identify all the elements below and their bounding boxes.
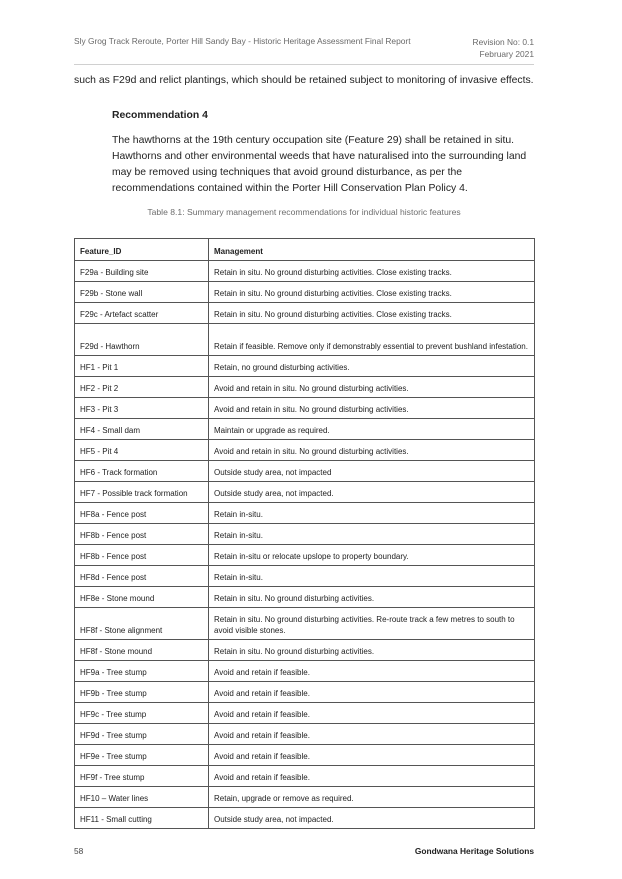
table-row xyxy=(75,356,535,377)
table-row xyxy=(75,640,535,661)
table-row xyxy=(75,482,535,503)
table-row xyxy=(75,324,535,356)
feature-id-cell: HF9f - Tree stump xyxy=(75,766,209,787)
management-cell: Retain in situ. No ground disturbing activities. Close existing tracks. xyxy=(209,261,535,282)
management-cell: Avoid and retain if feasible. xyxy=(209,724,535,745)
management-cell: Retain in situ. No ground disturbing activities. Close existing tracks. xyxy=(209,303,535,324)
management-cell: Avoid and retain if feasible. xyxy=(209,703,535,724)
management-cell: Avoid and retain in situ. No ground disturbing activities. xyxy=(209,398,535,419)
feature-id-cell: HF8a - Fence post xyxy=(75,503,209,524)
feature-id-cell: F29a - Building site xyxy=(75,261,209,282)
table-caption: Table 8.1: Summary management recommendations for individual historic features xyxy=(147,207,461,217)
management-cell: Retain if feasible. Remove only if demonstrably essential to prevent bushland infestation. xyxy=(209,324,535,356)
table-row xyxy=(75,524,535,545)
table-row xyxy=(75,566,535,587)
table-row xyxy=(75,661,535,682)
management-cell: Retain in situ. No ground disturbing activities. xyxy=(209,640,535,661)
feature-id-cell: HF9e - Tree stump xyxy=(75,745,209,766)
management-cell: Avoid and retain in situ. No ground disturbing activities. xyxy=(209,377,535,398)
management-cell: Outside study area, not impacted xyxy=(209,461,535,482)
table-row xyxy=(75,587,535,608)
footer-organization: Gondwana Heritage Solutions xyxy=(414,846,534,856)
feature-id-cell: HF3 - Pit 3 xyxy=(75,398,209,419)
feature-id-cell: HF8b - Fence post xyxy=(75,524,209,545)
feature-id-cell: HF2 - Pit 2 xyxy=(75,377,209,398)
table-row xyxy=(75,787,535,808)
table-header-row xyxy=(75,239,535,261)
feature-id-cell: F29d - Hawthorn xyxy=(75,324,209,356)
feature-id-cell: HF9d - Tree stump xyxy=(75,724,209,745)
revision-number: Revision No: 0.1 xyxy=(472,37,534,47)
management-cell: Retain, no ground disturbing activities. xyxy=(209,356,535,377)
management-cell: Retain in-situ. xyxy=(209,524,535,545)
revision-date: February 2021 xyxy=(479,49,534,59)
management-cell: Retain, upgrade or remove as required. xyxy=(209,787,535,808)
management-cell: Avoid and retain if feasible. xyxy=(209,682,535,703)
table-row xyxy=(75,682,535,703)
feature-id-cell: HF8b - Fence post xyxy=(75,545,209,566)
feature-id-cell: F29c - Artefact scatter xyxy=(75,303,209,324)
table-row xyxy=(75,398,535,419)
table-row xyxy=(75,503,535,524)
management-cell: Avoid and retain if feasible. xyxy=(209,661,535,682)
recommendation-body: The hawthorns at the 19th century occupation site (Feature 29) shall be retained in situ. Hawthorns and other environmental weeds that have naturalised into the surrounding land may be removed using techniques that avoid ground disturbance, as per the recommendations contained within the Porter Hill Conservation Plan Policy 4. xyxy=(112,135,527,194)
feature-id-cell: HF9a - Tree stump xyxy=(75,661,209,682)
table-row xyxy=(75,303,535,324)
feature-id-cell: HF6 - Track formation xyxy=(75,461,209,482)
table-row xyxy=(75,440,535,461)
table-row xyxy=(75,745,535,766)
table-row xyxy=(75,377,535,398)
column-header-feature-id: Feature_ID xyxy=(75,239,209,261)
feature-id-cell: HF1 - Pit 1 xyxy=(75,356,209,377)
management-cell: Avoid and retain if feasible. xyxy=(209,766,535,787)
management-cell: Retain in situ. No ground disturbing activities. Close existing tracks. xyxy=(209,282,535,303)
feature-id-cell: HF7 - Possible track formation xyxy=(75,482,209,503)
management-cell: Outside study area, not impacted. xyxy=(209,808,535,829)
management-cell: Retain in-situ. xyxy=(209,566,535,587)
page-number: 58 xyxy=(74,846,84,856)
intro-paragraph: such as F29d and relict plantings, which should be retained subject to monitoring of invasive effects. xyxy=(74,75,534,86)
table-row xyxy=(75,282,535,303)
header-divider xyxy=(74,64,534,65)
feature-id-cell: HF10 – Water lines xyxy=(75,787,209,808)
feature-management-table xyxy=(74,238,535,829)
feature-id-cell: HF5 - Pit 4 xyxy=(75,440,209,461)
table-body xyxy=(75,261,535,829)
feature-id-cell: HF11 - Small cutting xyxy=(75,808,209,829)
table-row xyxy=(75,703,535,724)
management-cell: Retain in situ. No ground disturbing activities. xyxy=(209,587,535,608)
management-cell: Maintain or upgrade as required. xyxy=(209,419,535,440)
table-row xyxy=(75,419,535,440)
column-header-management: Management xyxy=(209,239,535,261)
revision-block xyxy=(473,36,534,60)
table-row xyxy=(75,808,535,829)
table-row xyxy=(75,766,535,787)
feature-id-cell: HF8f - Stone mound xyxy=(75,640,209,661)
table-row xyxy=(75,261,535,282)
table-row xyxy=(75,545,535,566)
feature-id-cell: F29b - Stone wall xyxy=(75,282,209,303)
table-row xyxy=(75,608,535,640)
management-cell: Avoid and retain in situ. No ground disturbing activities. xyxy=(209,440,535,461)
feature-id-cell: HF9c - Tree stump xyxy=(75,703,209,724)
management-cell: Retain in situ. No ground disturbing activities. Re-route track a few metres to south to avoid visible stones. xyxy=(209,608,535,640)
table-row xyxy=(75,461,535,482)
feature-id-cell: HF8d - Fence post xyxy=(75,566,209,587)
feature-id-cell: HF8f - Stone alignment xyxy=(75,608,209,640)
recommendation-heading: Recommendation 4 xyxy=(112,110,208,121)
feature-id-cell: HF8e - Stone mound xyxy=(75,587,209,608)
management-cell: Outside study area, not impacted. xyxy=(209,482,535,503)
feature-id-cell: HF9b - Tree stump xyxy=(75,682,209,703)
management-cell: Retain in-situ or relocate upslope to property boundary. xyxy=(209,545,535,566)
document-title: Sly Grog Track Reroute, Porter Hill Sandy Bay - Historic Heritage Assessment Final Report xyxy=(74,36,411,46)
management-cell: Retain in-situ. xyxy=(209,503,535,524)
management-cell: Avoid and retain if feasible. xyxy=(209,745,535,766)
table-row xyxy=(75,724,535,745)
feature-id-cell: HF4 - Small dam xyxy=(75,419,209,440)
